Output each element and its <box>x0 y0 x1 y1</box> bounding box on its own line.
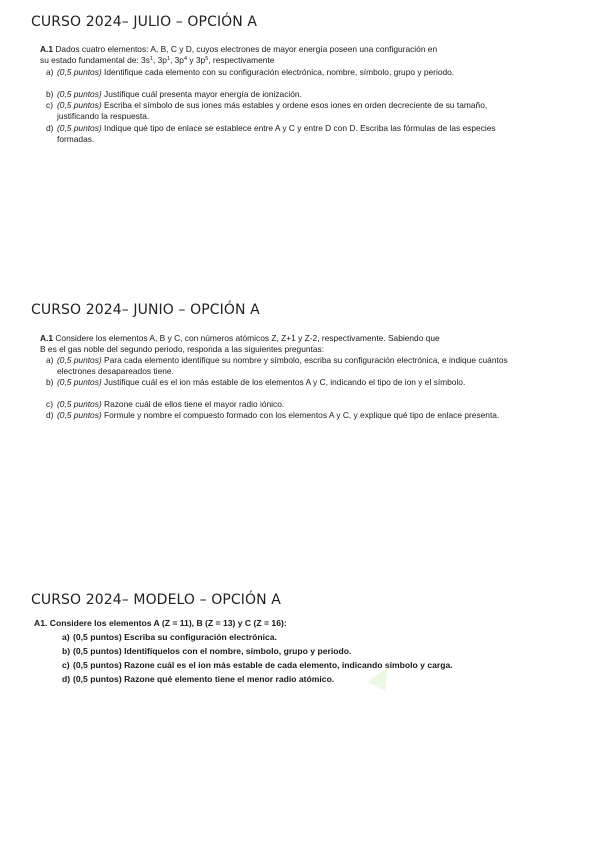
question-number: A.1 <box>40 44 54 54</box>
question-item-a: a) (0,5 puntos) Identifique cada elemento con su configuración electrónica, nombre, símbolo, grupo y periodo. <box>46 67 455 77</box>
section-heading: CURSO 2024– MODELO – OPCIÓN A <box>31 592 281 608</box>
question-intro: A.1 Dados cuatro elementos: A, B, C y D, cuyos electrones de mayor energía poseen una configuración en <box>40 44 438 54</box>
question-number: A.1 <box>40 333 54 343</box>
question-intro: A1. Considere los elementos A (Z = 11), B (Z = 13) y C (Z = 16): <box>34 618 287 628</box>
question-intro: A.1 Considere los elementos A, B y C, con números atómicos Z, Z+1 y Z-2, respectivamente. Sabiendo que <box>40 333 440 343</box>
question-intro-line2: B es el gas noble del segundo periodo, responda a las siguientes preguntas: <box>40 344 325 354</box>
section-heading: CURSO 2024– JUNIO – OPCIÓN A <box>31 302 260 318</box>
question-intro-config: su estado fundamental de: $3s^1$, $3p^1$, $3p^4$ y $3p^5$, respectivamente <box>40 55 275 65</box>
section-heading: CURSO 2024– JULIO – OPCIÓN A <box>31 14 258 30</box>
